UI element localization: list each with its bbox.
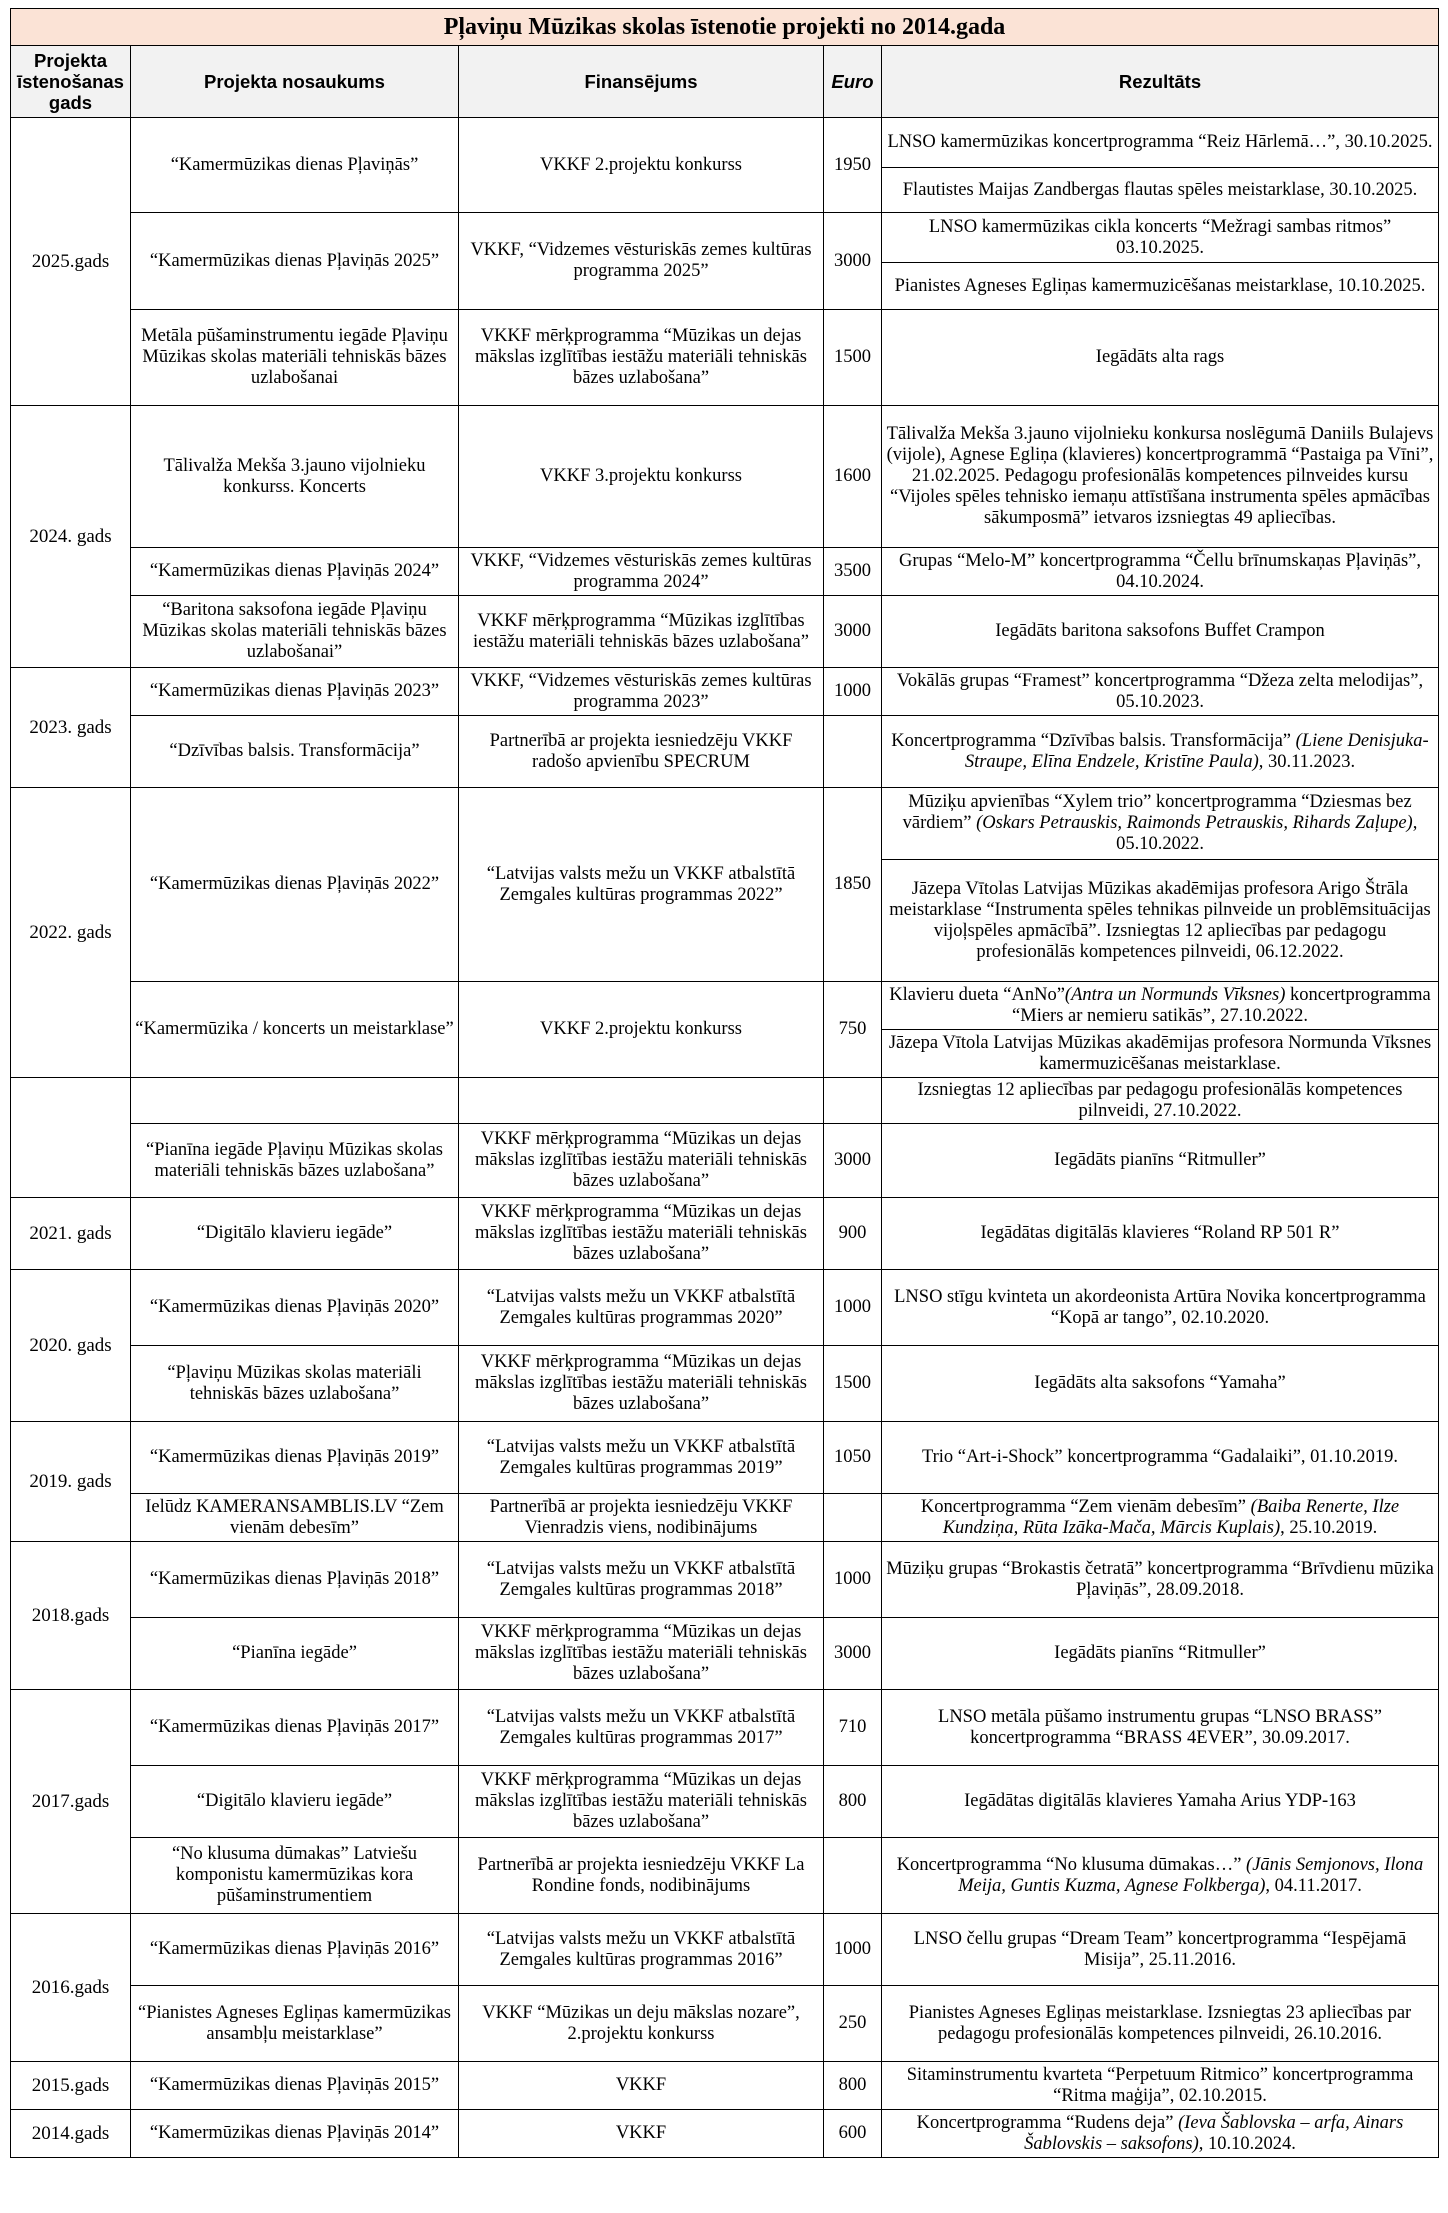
funding-cell: VKKF 2.projektu konkurss (459, 118, 824, 213)
table-row (11, 1124, 1439, 1198)
project-name-cell: “Kamermūzikas dienas Pļaviņās 2019” (131, 1422, 459, 1494)
project-name-cell: “Kamermūzika / koncerts un meistarklase” (131, 982, 459, 1078)
table-row (11, 118, 1439, 168)
euro-cell: 3500 (824, 548, 882, 596)
table-title: Pļaviņu Mūzikas skolas īstenotie projekti no 2014.gada (11, 9, 1439, 46)
year-cell: 2025.gads (11, 118, 131, 406)
project-name-cell: “Pļaviņu Mūzikas skolas materiāli tehniskās bāzes uzlabošana” (131, 1346, 459, 1422)
euro-cell: 750 (824, 982, 882, 1078)
funding-cell: VKKF 3.projektu konkurss (459, 406, 824, 548)
performers-text: (Liene Denisjuka-Straupe, Elīna Endzele, Kristīne Paula) (964, 730, 1429, 772)
project-name-cell: “No klusuma dūmakas” Latviešu komponistu kamermūzikas kora pūšaminstrumentiem (131, 1838, 459, 1914)
project-name-cell: “Dzīvības balsis. Transformācija” (131, 716, 459, 788)
funding-cell: VKKF, “Vidzemes vēsturiskās zemes kultūras programma 2025” (459, 213, 824, 310)
table-row (11, 1766, 1439, 1838)
funding-cell: VKKF mērķprogramma “Mūzikas un dejas mākslas izglītības iestāžu materiāli tehniskās bāzes uzlabošana” (459, 1198, 824, 1270)
funding-cell: “Latvijas valsts mežu un VKKF atbalstītā Zemgales kultūras programmas 2020” (459, 1270, 824, 1346)
result-cell: LNSO stīgu kvinteta un akordeonista Artūra Novika koncertprogramma “Kopā ar tango”, 02.10.2020. (882, 1270, 1439, 1346)
year-cell: 2014.gads (11, 2110, 131, 2158)
performers-text: (Oskars Petrauskis, Raimonds Petrauskis, Rihards Zaļupe) (976, 813, 1413, 833)
year-cell: 2023. gads (11, 668, 131, 788)
table-row (11, 548, 1439, 596)
result-cell: Jāzepa Vītolas Latvijas Mūzikas akadēmijas profesora Arigo Štrāla meistarklase “Instrumenta spēles tehnikas pilnveide un problēmsituācijas vijoļspēles apmācībā”. Izsniegtas 12 apliecības par pedagogu profesionālās kompetences pilnveidi, 06.12.2022. (882, 860, 1439, 982)
result-cell: Izsniegtas 12 apliecības par pedagogu profesionālās kompetences pilnveidi, 27.10.2022. (882, 1078, 1439, 1124)
result-cell: Iegādāts pianīns “Ritmuller” (882, 1618, 1439, 1690)
project-name-cell: “Kamermūzikas dienas Pļaviņās 2016” (131, 1914, 459, 1986)
funding-cell: Partnerībā ar projekta iesniedzēju VKKF Vienradzis viens, nodibinājums (459, 1494, 824, 1542)
table-row (11, 668, 1439, 716)
result-date: , 05.10.2022. (1116, 813, 1418, 854)
table-row (11, 1346, 1439, 1422)
funding-cell: VKKF mērķprogramma “Mūzikas un dejas mākslas izglītības iestāžu materiāli tehniskās bāzes uzlabošana” (459, 1346, 824, 1422)
header-result: Rezultāts (882, 46, 1439, 118)
result-cell: Iegādāts alta rags (882, 310, 1439, 406)
funding-cell: “Latvijas valsts mežu un VKKF atbalstītā Zemgales kultūras programmas 2018” (459, 1542, 824, 1618)
result-cell: LNSO čellu grupas “Dream Team” koncertprogramma “Iespējamā Misija”, 25.11.2016. (882, 1914, 1439, 1986)
result-cell (882, 788, 1439, 860)
project-name-cell: “Kamermūzikas dienas Pļaviņās 2022” (131, 788, 459, 982)
result-cell: Sitaminstrumentu kvarteta “Perpetuum Ritmico” koncertprogramma “Ritma maģija”, 02.10.2015. (882, 2062, 1439, 2110)
funding-cell: VKKF mērķprogramma “Mūzikas izglītības iestāžu materiāli tehniskās bāzes uzlabošana” (459, 596, 824, 668)
table-row (11, 596, 1439, 668)
funding-cell: VKKF (459, 2062, 824, 2110)
result-cell: Iegādāts alta saksofons “Yamaha” (882, 1346, 1439, 1422)
result-cell (882, 2110, 1439, 2158)
project-name-cell: “Digitālo klavieru iegāde” (131, 1766, 459, 1838)
table-row (11, 982, 1439, 1030)
table-row (11, 406, 1439, 548)
result-cell (882, 982, 1439, 1030)
funding-cell: “Latvijas valsts mežu un VKKF atbalstītā Zemgales kultūras programmas 2022” (459, 788, 824, 982)
result-cell: LNSO kamermūzikas koncertprogramma “Reiz Hārlemā…”, 30.10.2025. (882, 118, 1439, 168)
year-cell: 2024. gads (11, 406, 131, 668)
result-text: Mūziķu apvienības “Xylem trio” koncertprogramma “Dziesmas bez vārdiem” (902, 792, 1412, 833)
euro-cell: 3000 (824, 1124, 882, 1198)
table-row (11, 2062, 1439, 2110)
funding-cell-empty (459, 1078, 824, 1124)
euro-cell: 250 (824, 1986, 882, 2062)
funding-cell: VKKF mērķprogramma “Mūzikas un dejas mākslas izglītības iestāžu materiāli tehniskās bāzes uzlabošana” (459, 310, 824, 406)
euro-cell: 800 (824, 2062, 882, 2110)
project-name-cell: “Kamermūzikas dienas Pļaviņās 2015” (131, 2062, 459, 2110)
year-cell: 2021. gads (11, 1198, 131, 1270)
result-cell (882, 1838, 1439, 1914)
euro-cell: 1050 (824, 1422, 882, 1494)
result-text: Koncertprogramma “Zem vienām debesīm” (920, 1496, 1251, 1517)
table-row (11, 716, 1439, 788)
year-cell-empty (11, 1078, 131, 1198)
performers-text: (Jānis Semjonovs, Ilona Meija, Guntis Kuzma, Agnese Folkberga) (958, 1854, 1424, 1896)
euro-cell-empty (824, 1078, 882, 1124)
header-year: Projekta īstenošanas gads (11, 46, 131, 118)
result-cell: Iegādātas digitālās klavieres “Roland RP 501 R” (882, 1198, 1439, 1270)
year-cell: 2020. gads (11, 1270, 131, 1422)
result-cell (882, 1494, 1439, 1542)
projects-table-wrapper (10, 8, 1438, 2158)
euro-cell: 900 (824, 1198, 882, 1270)
year-cell: 2017.gads (11, 1690, 131, 1914)
table-row (11, 788, 1439, 860)
year-cell: 2022. gads (11, 788, 131, 1078)
table-row (11, 213, 1439, 263)
project-name-cell: “Kamermūzikas dienas Pļaviņās 2017” (131, 1690, 459, 1766)
result-text: Klavieru dueta “AnNo” (889, 984, 1065, 1005)
euro-cell: 1000 (824, 668, 882, 716)
euro-cell: 3000 (824, 596, 882, 668)
euro-cell: 3000 (824, 213, 882, 310)
result-date: , 25.10.2019. (1280, 1517, 1378, 1538)
result-cell: Jāzepa Vītola Latvijas Mūzikas akadēmijas profesora Normunda Vīksnes kamermuzicēšanas meistarklase. (882, 1030, 1439, 1078)
header-funding: Finansējums (459, 46, 824, 118)
euro-cell (824, 716, 882, 788)
project-name-cell: “Pianīna iegāde” (131, 1618, 459, 1690)
result-date: , 10.10.2024. (1198, 2133, 1296, 2154)
result-cell: Flautistes Maijas Zandbergas flautas spēles meistarklase, 30.10.2025. (882, 168, 1439, 213)
euro-cell: 1000 (824, 1270, 882, 1346)
result-cell: Tālivalža Mekša 3.jauno vijolnieku konkursa noslēgumā Daniils Bulajevs (vijole), Agnese Egliņa (klavieres) koncertprogrammā “Pastaiga pa Vīni”, 21.02.2025. Pedagogu profesionālās kompetences pilnveides kursu “Vijoles spēles tehnisko iemaņu attīstīšana instrumenta spēles apmācības sākumposmā” ietvaros izsniegtas 49 apliecības. (882, 406, 1439, 548)
result-cell: LNSO kamermūzikas cikla koncerts “Mežragi sambas ritmos” 03.10.2025. (882, 213, 1439, 263)
table-row (11, 310, 1439, 406)
result-cell: Vokālās grupas “Framest” koncertprogramma “Džeza zelta melodijas”, 05.10.2023. (882, 668, 1439, 716)
funding-cell: VKKF, “Vidzemes vēsturiskās zemes kultūras programma 2023” (459, 668, 824, 716)
euro-cell: 1500 (824, 310, 882, 406)
funding-cell: VKKF “Mūzikas un deju mākslas nozare”, 2.projektu konkurss (459, 1986, 824, 2062)
project-name-cell: Ielūdz KAMERANSAMBLIS.LV “Zem vienām debesīm” (131, 1494, 459, 1542)
euro-cell: 1000 (824, 1542, 882, 1618)
result-cell: Pianistes Agneses Egliņas kamermuzicēšanas meistarklase, 10.10.2025. (882, 263, 1439, 310)
result-date: koncertprogramma “Miers ar nemieru satikās”, 27.10.2022. (1012, 984, 1431, 1026)
year-cell: 2018.gads (11, 1542, 131, 1690)
result-cell: Iegādāts pianīns “Ritmuller” (882, 1124, 1439, 1198)
header-row (11, 46, 1439, 118)
performers-text: (Baiba Renerte, Ilze Kundziņa, Rūta Izāka-Mača, Mārcis Kuplais) (942, 1496, 1400, 1538)
project-name-cell: “Kamermūzikas dienas Pļaviņās 2020” (131, 1270, 459, 1346)
funding-cell: VKKF mērķprogramma “Mūzikas un dejas mākslas izglītības iestāžu materiāli tehniskās bāzes uzlabošana” (459, 1124, 824, 1198)
funding-cell: “Latvijas valsts mežu un VKKF atbalstītā Zemgales kultūras programmas 2019” (459, 1422, 824, 1494)
year-cell: 2019. gads (11, 1422, 131, 1542)
funding-cell: VKKF 2.projektu konkurss (459, 982, 824, 1078)
result-cell: Pianistes Agneses Egliņas meistarklase. Izsniegtas 23 apliecības par pedagogu profesionālās kompetences pilnveidi, 26.10.2016. (882, 1986, 1439, 2062)
euro-cell (824, 1494, 882, 1542)
funding-cell: VKKF (459, 2110, 824, 2158)
table-row (11, 1986, 1439, 2062)
performers-text: (Ieva Šablovska – arfa, Ainars Šablovskis – saksofons) (1024, 2112, 1404, 2154)
table-row (11, 1198, 1439, 1270)
title-row (11, 9, 1439, 46)
year-cell: 2016.gads (11, 1914, 131, 2062)
project-name-cell: “Kamermūzikas dienas Pļaviņās 2025” (131, 213, 459, 310)
result-cell: Grupas “Melo-M” koncertprogramma “Čellu brīnumskaņas Pļaviņās”, 04.10.2024. (882, 548, 1439, 596)
project-name-cell: “Kamermūzikas dienas Pļaviņās 2018” (131, 1542, 459, 1618)
header-project-name: Projekta nosaukums (131, 46, 459, 118)
euro-cell: 1950 (824, 118, 882, 213)
table-row (11, 1542, 1439, 1618)
result-text: Koncertprogramma “Rudens deja” (916, 2112, 1179, 2133)
table-row (11, 1618, 1439, 1690)
result-date: , 04.11.2017. (1265, 1875, 1362, 1896)
result-cell (882, 716, 1439, 788)
result-cell: Iegādāts baritona saksofons Buffet Crampon (882, 596, 1439, 668)
euro-cell: 710 (824, 1690, 882, 1766)
euro-cell: 3000 (824, 1618, 882, 1690)
project-name-cell: “Kamermūzikas dienas Pļaviņās 2024” (131, 548, 459, 596)
euro-cell: 1000 (824, 1914, 882, 1986)
projects-table (10, 8, 1439, 2158)
funding-cell: “Latvijas valsts mežu un VKKF atbalstītā Zemgales kultūras programmas 2016” (459, 1914, 824, 1986)
result-cell: LNSO metāla pūšamo instrumentu grupas “LNSO BRASS” koncertprogramma “BRASS 4EVER”, 30.09.2017. (882, 1690, 1439, 1766)
result-cell: Iegādātas digitālās klavieres Yamaha Arius YDP-163 (882, 1766, 1439, 1838)
performers-text: (Antra un Normunds Vīksnes) (1064, 984, 1286, 1005)
funding-cell: VKKF mērķprogramma “Mūzikas un dejas mākslas izglītības iestāžu materiāli tehniskās bāzes uzlabošana” (459, 1766, 824, 1838)
table-row (11, 2110, 1439, 2158)
euro-cell: 1600 (824, 406, 882, 548)
table-row (11, 1422, 1439, 1494)
result-date: , 30.11.2023. (1258, 751, 1356, 772)
result-cell: Trio “Art-i-Shock” koncertprogramma “Gadalaiki”, 01.10.2019. (882, 1422, 1439, 1494)
header-euro: Euro (824, 46, 882, 118)
table-row (11, 1838, 1439, 1914)
project-name-cell: “Digitālo klavieru iegāde” (131, 1198, 459, 1270)
euro-cell: 1850 (824, 788, 882, 982)
result-cell: Mūziķu grupas “Brokastis četratā” koncertprogramma “Brīvdienu mūzika Pļaviņās”, 28.09.2018. (882, 1542, 1439, 1618)
euro-cell: 800 (824, 1766, 882, 1838)
funding-cell: VKKF mērķprogramma “Mūzikas un dejas mākslas izglītības iestāžu materiāli tehniskās bāzes uzlabošana” (459, 1618, 824, 1690)
table-row (11, 1078, 1439, 1124)
project-name-cell: “Kamermūzikas dienas Pļaviņās” (131, 118, 459, 213)
table-row (11, 1494, 1439, 1542)
project-name-cell: “Kamermūzikas dienas Pļaviņās 2014” (131, 2110, 459, 2158)
table-row (11, 1270, 1439, 1346)
table-row (11, 1914, 1439, 1986)
project-name-cell: “Pianīna iegāde Pļaviņu Mūzikas skolas materiāli tehniskās bāzes uzlabošana” (131, 1124, 459, 1198)
funding-cell: Partnerībā ar projekta iesniedzēju VKKF La Rondine fonds, nodibinājums (459, 1838, 824, 1914)
funding-cell: Partnerībā ar projekta iesniedzēju VKKF radošo apvienību SPECRUM (459, 716, 824, 788)
euro-cell: 600 (824, 2110, 882, 2158)
euro-cell: 1500 (824, 1346, 882, 1422)
project-name-cell: Tālivalža Mekša 3.jauno vijolnieku konkurss. Koncerts (131, 406, 459, 548)
funding-cell: VKKF, “Vidzemes vēsturiskās zemes kultūras programma 2024” (459, 548, 824, 596)
euro-cell (824, 1838, 882, 1914)
table-row (11, 1690, 1439, 1766)
project-name-cell: “Pianistes Agneses Egliņas kamermūzikas ansambļu meistarklase” (131, 1986, 459, 2062)
funding-cell: “Latvijas valsts mežu un VKKF atbalstītā Zemgales kultūras programmas 2017” (459, 1690, 824, 1766)
result-text: Koncertprogramma “No klusuma dūmakas…” (896, 1854, 1247, 1875)
project-name-cell: “Baritona saksofona iegāde Pļaviņu Mūzikas skolas materiāli tehniskās bāzes uzlabošanai” (131, 596, 459, 668)
project-name-cell-empty (131, 1078, 459, 1124)
result-text: Koncertprogramma “Dzīvības balsis. Transformācija” (891, 730, 1296, 751)
year-cell: 2015.gads (11, 2062, 131, 2110)
project-name-cell: “Kamermūzikas dienas Pļaviņās 2023” (131, 668, 459, 716)
project-name-cell: Metāla pūšaminstrumentu iegāde Pļaviņu Mūzikas skolas materiāli tehniskās bāzes uzlabošanai (131, 310, 459, 406)
